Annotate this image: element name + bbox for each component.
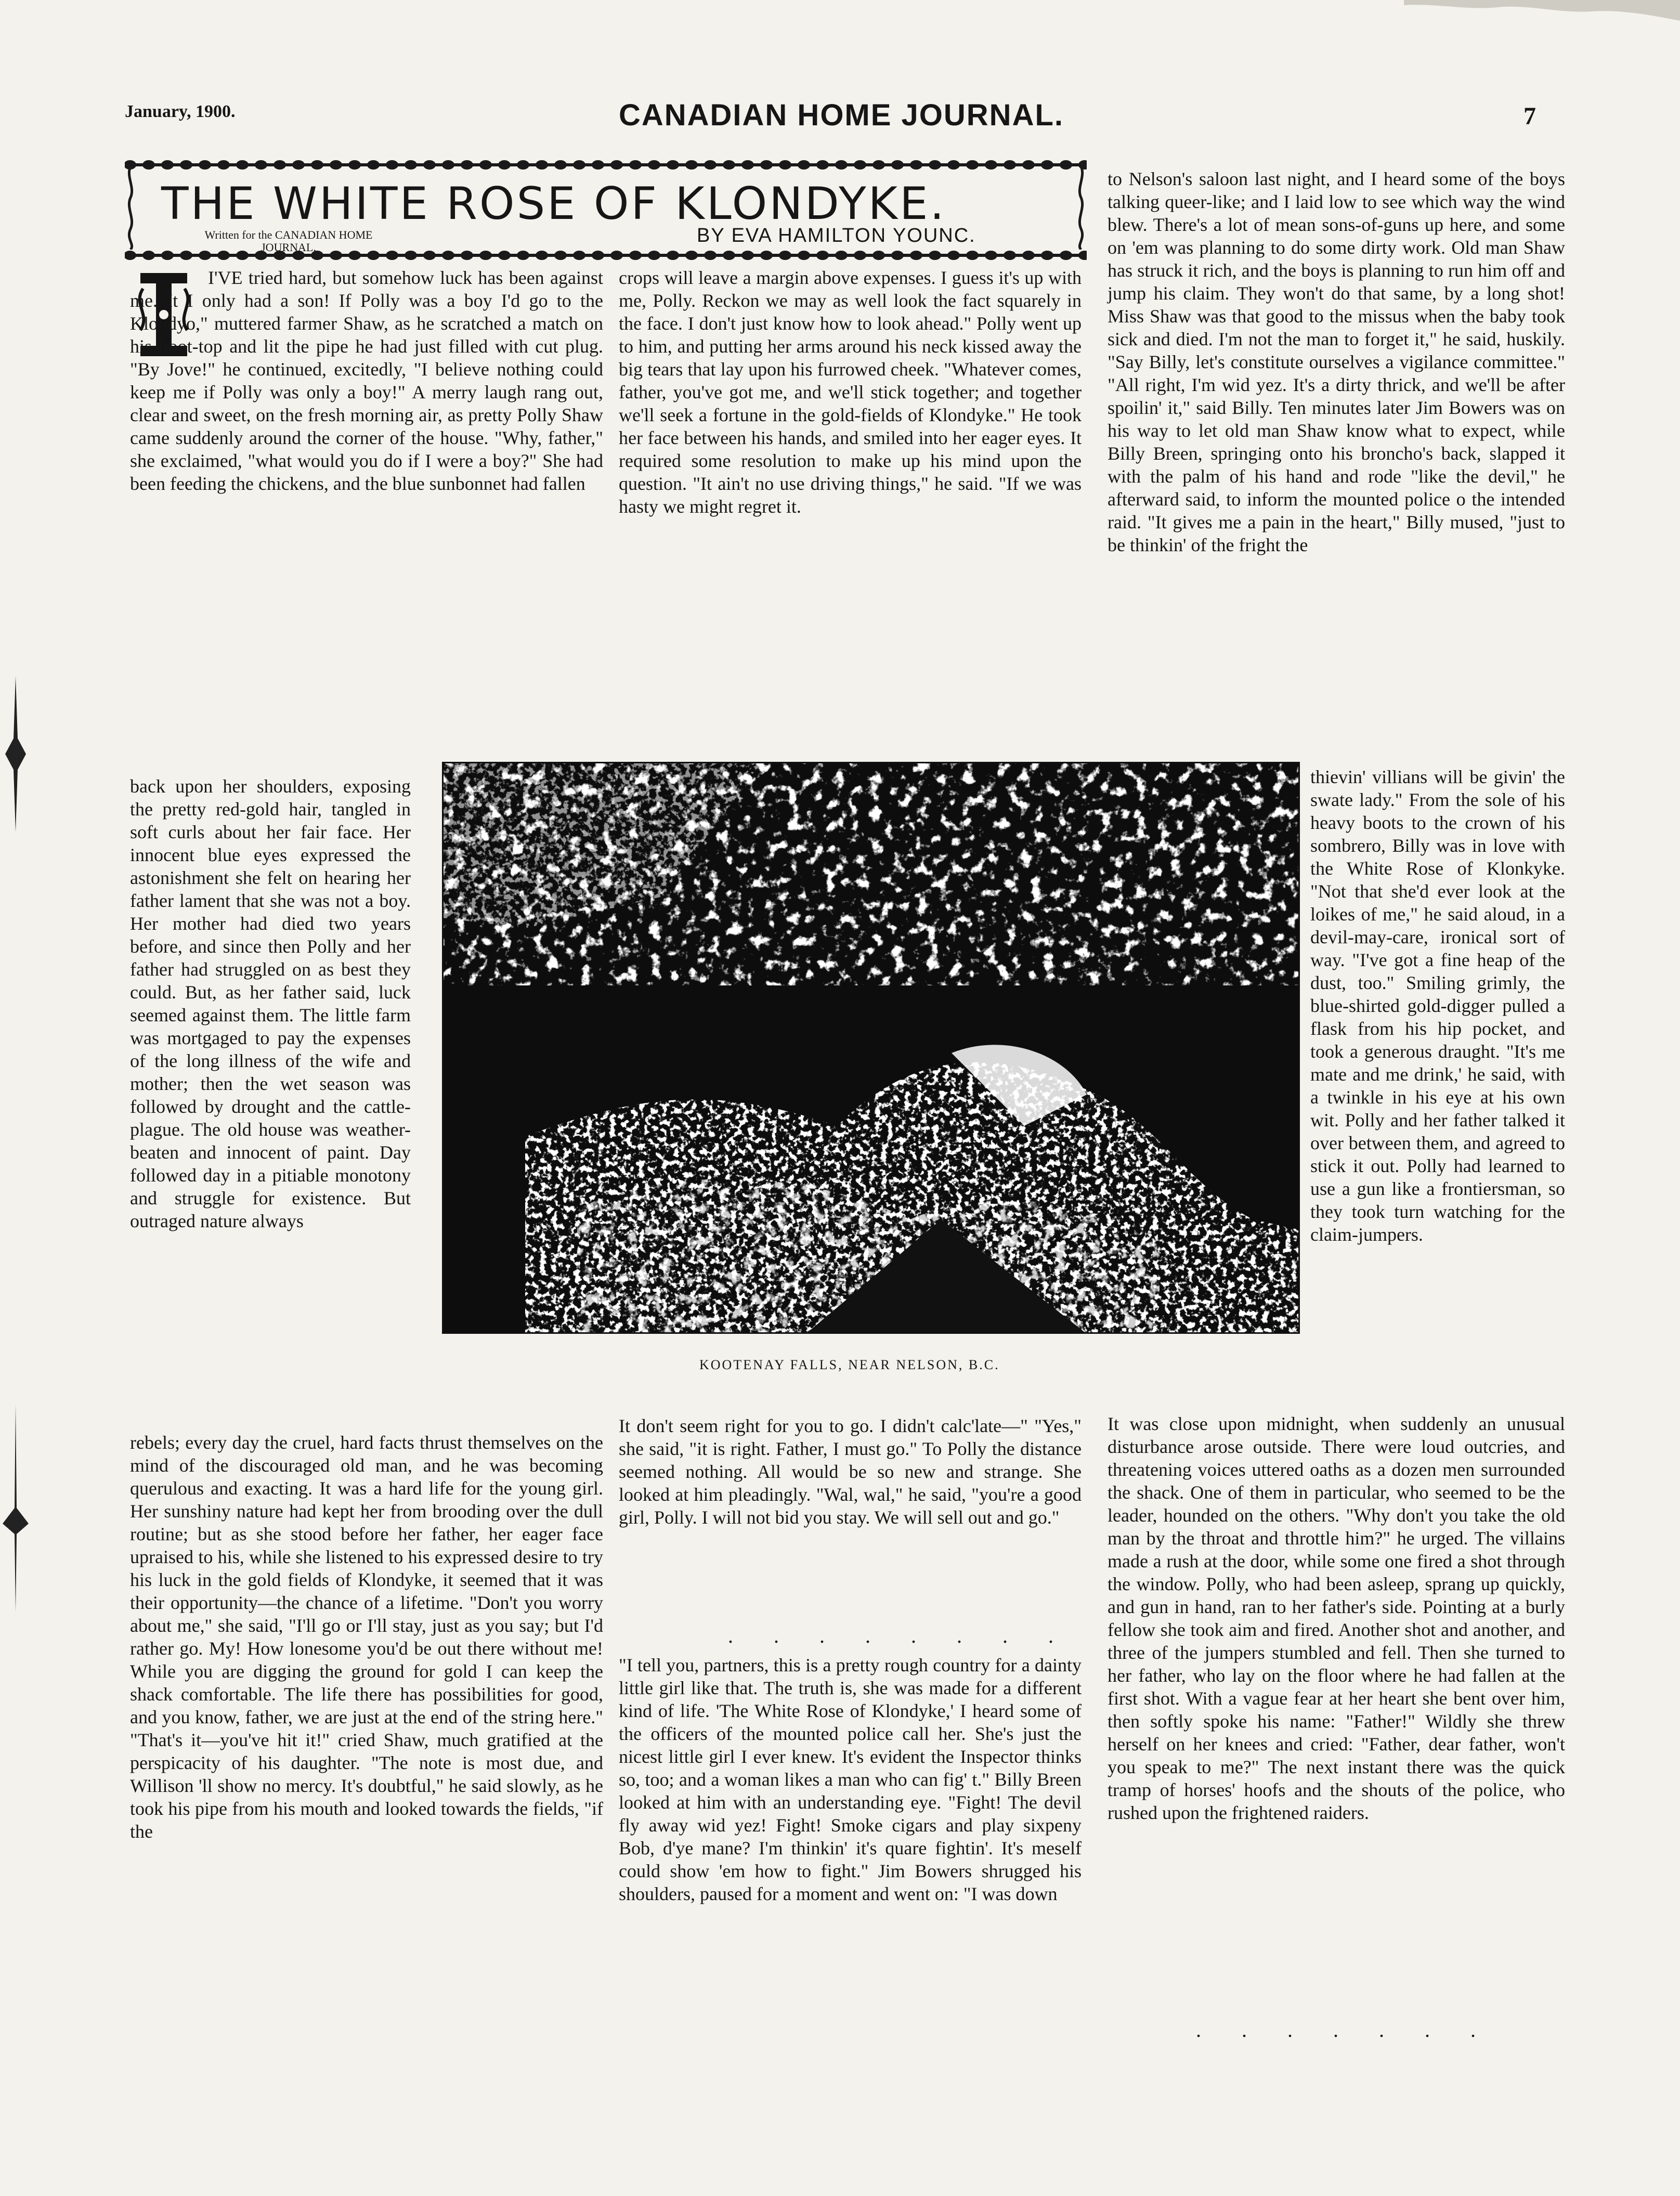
binding-mark-left-icon xyxy=(0,676,31,832)
story-title-box xyxy=(125,156,1087,260)
binding-mark-left-lower-icon xyxy=(0,1404,31,1612)
page-number: 7 xyxy=(1523,102,1536,130)
col3-upper-text: to Nelson's saloon last night, and I heard some of the boys talking queer-like; and I laid low to see which way the wind blew. There's a lot of mean sons-of-guns up here, and some on 'em was planning to do some dirty work. Old man Shaw has struck it rich, and the boys is planning to run him off and jump his claim. They won't do that same, by a long shot! Miss Shaw was that good to the missus when the baby took sick and died. I'm not the man to forget it," he said, huskily. "Say Billy, let's constitute ourselves a vigilance committee." "All right, I'm wid yez. It's a dirty thrick, and we'll be after spoilin' it," said Billy. Ten minutes later Jim Bowers was on his way to let old man Shaw know what to expect, while Billy Breen, springing onto his broncho's back, slapped it with the palm of his hand and rode "like the devil," he afterward said, to inform the mounted police o the intended raid. "It gives me a pain in the heart," Billy mused, "just to be thinkin' of the fright the xyxy=(1108,168,1565,555)
photo-caption: KOOTENAY FALLS, NEAR NELSON, B.C. xyxy=(699,1357,1000,1372)
journal-title: CANADIAN HOME JOURNAL. xyxy=(619,98,1064,132)
section-break-dots-col2: . . . . . . . . xyxy=(728,1624,1071,1647)
col3-narrow-text: thievin' villians will be givin' the swate lady." From the sole of his heavy boots to the crown of his sombrero, Billy was in love with the White Rose of Klonkyke. "Not that she'd ever look at the loikes of me," he said aloud, in a devil-may-care, ironical sort of way. "I've got a fine heap of the dust, too." Smiling grimly, the blue-shirted gold-digger pulled a flask from his hip pocket, and took a generous draught. "It's me mate and me drink,' he said, with a twinkle in his eye at his own wit. Polly and her father talked it over between them, and agreed to stick it out. Polly had learned to use a gun like a frontiersman, so they took turn watching for the claim-jumpers. xyxy=(1310,766,1565,1245)
col1-opening-text: I'VE tried hard, but somehow luck has been against me. It I only had a son! If Polly was a boy I'd go to the Klondyo," muttered farmer Shaw, as he scratched a match on his boot-top and lit the pipe he had just filled with cut plug. "By Jove!" he continued, excitedly, "I believe nothing could keep me if Polly was only a boy!" A merry laugh rang out, clear and sweet, on the fresh morning air, as pretty Polly Shaw came suddenly around the corner of the house. "Why, father," she exclaimed, "what would you do if I were a boy?" She had been feeding the chickens, and the blue sunbonnet had fallen xyxy=(130,267,603,494)
ornamental-border-left xyxy=(125,166,136,250)
section-break-dots-col3: . . . . . . . xyxy=(1196,2018,1493,2042)
col2-upper-text: crops will leave a margin above expenses. I guess it's up with me, Polly. Reckon we may as well look the fact squarely in the face. I don't just know how to look ahead." Polly went up to him, and putting her arms around his neck kissed away the big tears that lay upon his furrowed cheek. "Whatever comes, father, you've got me, and we'll stick together; and together we'll seek a fortune in the gold-fields of Klondyke." He took her face between his hands, and smiled into her eager eyes. It required some resolution to make up his mind upon the question. "It ain't no use driving things," he said. "If we was hasty we might regret it. xyxy=(619,267,1082,517)
ornamental-border-right xyxy=(1075,166,1087,250)
kootenay-falls-photo xyxy=(442,762,1300,1334)
story-byline: BY EVA HAMILTON YOUNC. xyxy=(697,225,976,246)
col1-lower-text: rebels; every day the cruel, hard facts thrust themselves on the mind of the discouraged old man, and he was becoming querulous and exacting. It was a hard life for the young girl. Her sunshiny nature had kept her from brooding over the dull routine; but as she stood before her father, her eager face upraised to his, while she listened to his expressed desire to try his luck in the gold fields of Klondyke, it seemed that it was their opportunity—the chance of a lifetime. "Don't you worry about me," she said, "I'll go or I'll stay, just as you say; but I'd rather go. My! How lonesome you'd be out there without me! While you are digging the ground for gold I can keep the shack comfortable. The life there has possibilities for good, and you know, father, we are just at the end of the string here." "That's it—you've hit it!" cried Shaw, much gratified at the perspicacity of his daughter. "The note is most due, and Willison 'll show no mercy. It's doubtful," he said slowly, as he took his pipe from his mouth and looked towards the fields, "if the xyxy=(130,1432,603,1842)
col2-lower-text-b: "I tell you, partners, this is a pretty rough country for a dainty little girl like that. The truth is, she was made for a different kind of life. 'The White Rose of Klondyke,' I heard some of the officers of the mounted police call her. She's just the nicest little girl I ever knew. It's evident the Inspector thinks so, too; and a woman likes a man who can fig' t." Billy Breen looked at him with an understanding eye. "Fight! The devil fly away wid yez! Fight! Smoke cigars and play sixpeny Bob, d'ye mane? I'm thinkin' it's quare fightin'. It's meself could show 'em how to fight." Jim Bowers shrugged his shoulders, paused for a moment and went on: "I was down xyxy=(619,1655,1082,1904)
story-title: THE WHITE ROSE OF KLONDYKE. xyxy=(161,178,946,230)
paper-tear-top-right-icon xyxy=(1404,0,1680,31)
written-for-credit: Written for the CANADIAN HOME JOURNAL. xyxy=(204,228,373,254)
issue-date: January, 1900. xyxy=(125,102,236,121)
ornamental-border-top xyxy=(125,159,1087,171)
col2-lower-text-a: It don't seem right for you to go. I didn't calc'late—" "Yes," she said, "it is right. Father, I must go." To Polly the distance seemed nothing. All would be so new and strange. She looked at him pleadingly. "Wal, wal," he said, "you're a good girl, Polly. I will not bid you stay. We will sell out and go." xyxy=(619,1415,1082,1528)
col3-lower-text: It was close upon midnight, when suddenly an unusual disturbance arose outside. There were loud outcries, and threatening voices uttered oaths as a dozen men surrounded the shack. One of them in particular, who seemed to be the leader, hounded on the others. "Why don't you take the old man by the throat and throttle him?" he urged. The villains made a rush at the door, while some one fired a shot through the window. Polly, who had been asleep, sprang up quickly, and gun in hand, ran to her father's side. Pointing at a burly fellow she took aim and fired. Another shot and another, and three of the jumpers stumbled and fell. Then she turned to her father, who lay on the floor where he had fallen at the first shot. With a vague fear at her heart she bent over him, then softly spoke his name: "Father!" Wildly she threw herself on her knees and cried: "Father, dear father, won't you speak to me?" The next instant there was the quick tramp of horses' hoofs and the shouts of the police, who rushed upon the frightened raiders. xyxy=(1108,1413,1565,1823)
col1-narrow-text: back upon her shoulders, exposing the pretty red-gold hair, tangled in soft curls about her fair face. Her innocent blue eyes expressed the astonishment she felt on hearing her father lament that she was not a boy. Her mother had died two years before, and since then Polly and her father had struggled on as best they could. But, as her father said, luck seemed against them. The little farm was mortgaged to pay the expenses of the long illness of the wife and mother; then the wet season was followed by drought and the cattle-plague. The old house was weather-beaten and innocent of paint. Day followed day in a pitiable monotony and struggle for existence. But outraged nature always xyxy=(130,776,411,1231)
